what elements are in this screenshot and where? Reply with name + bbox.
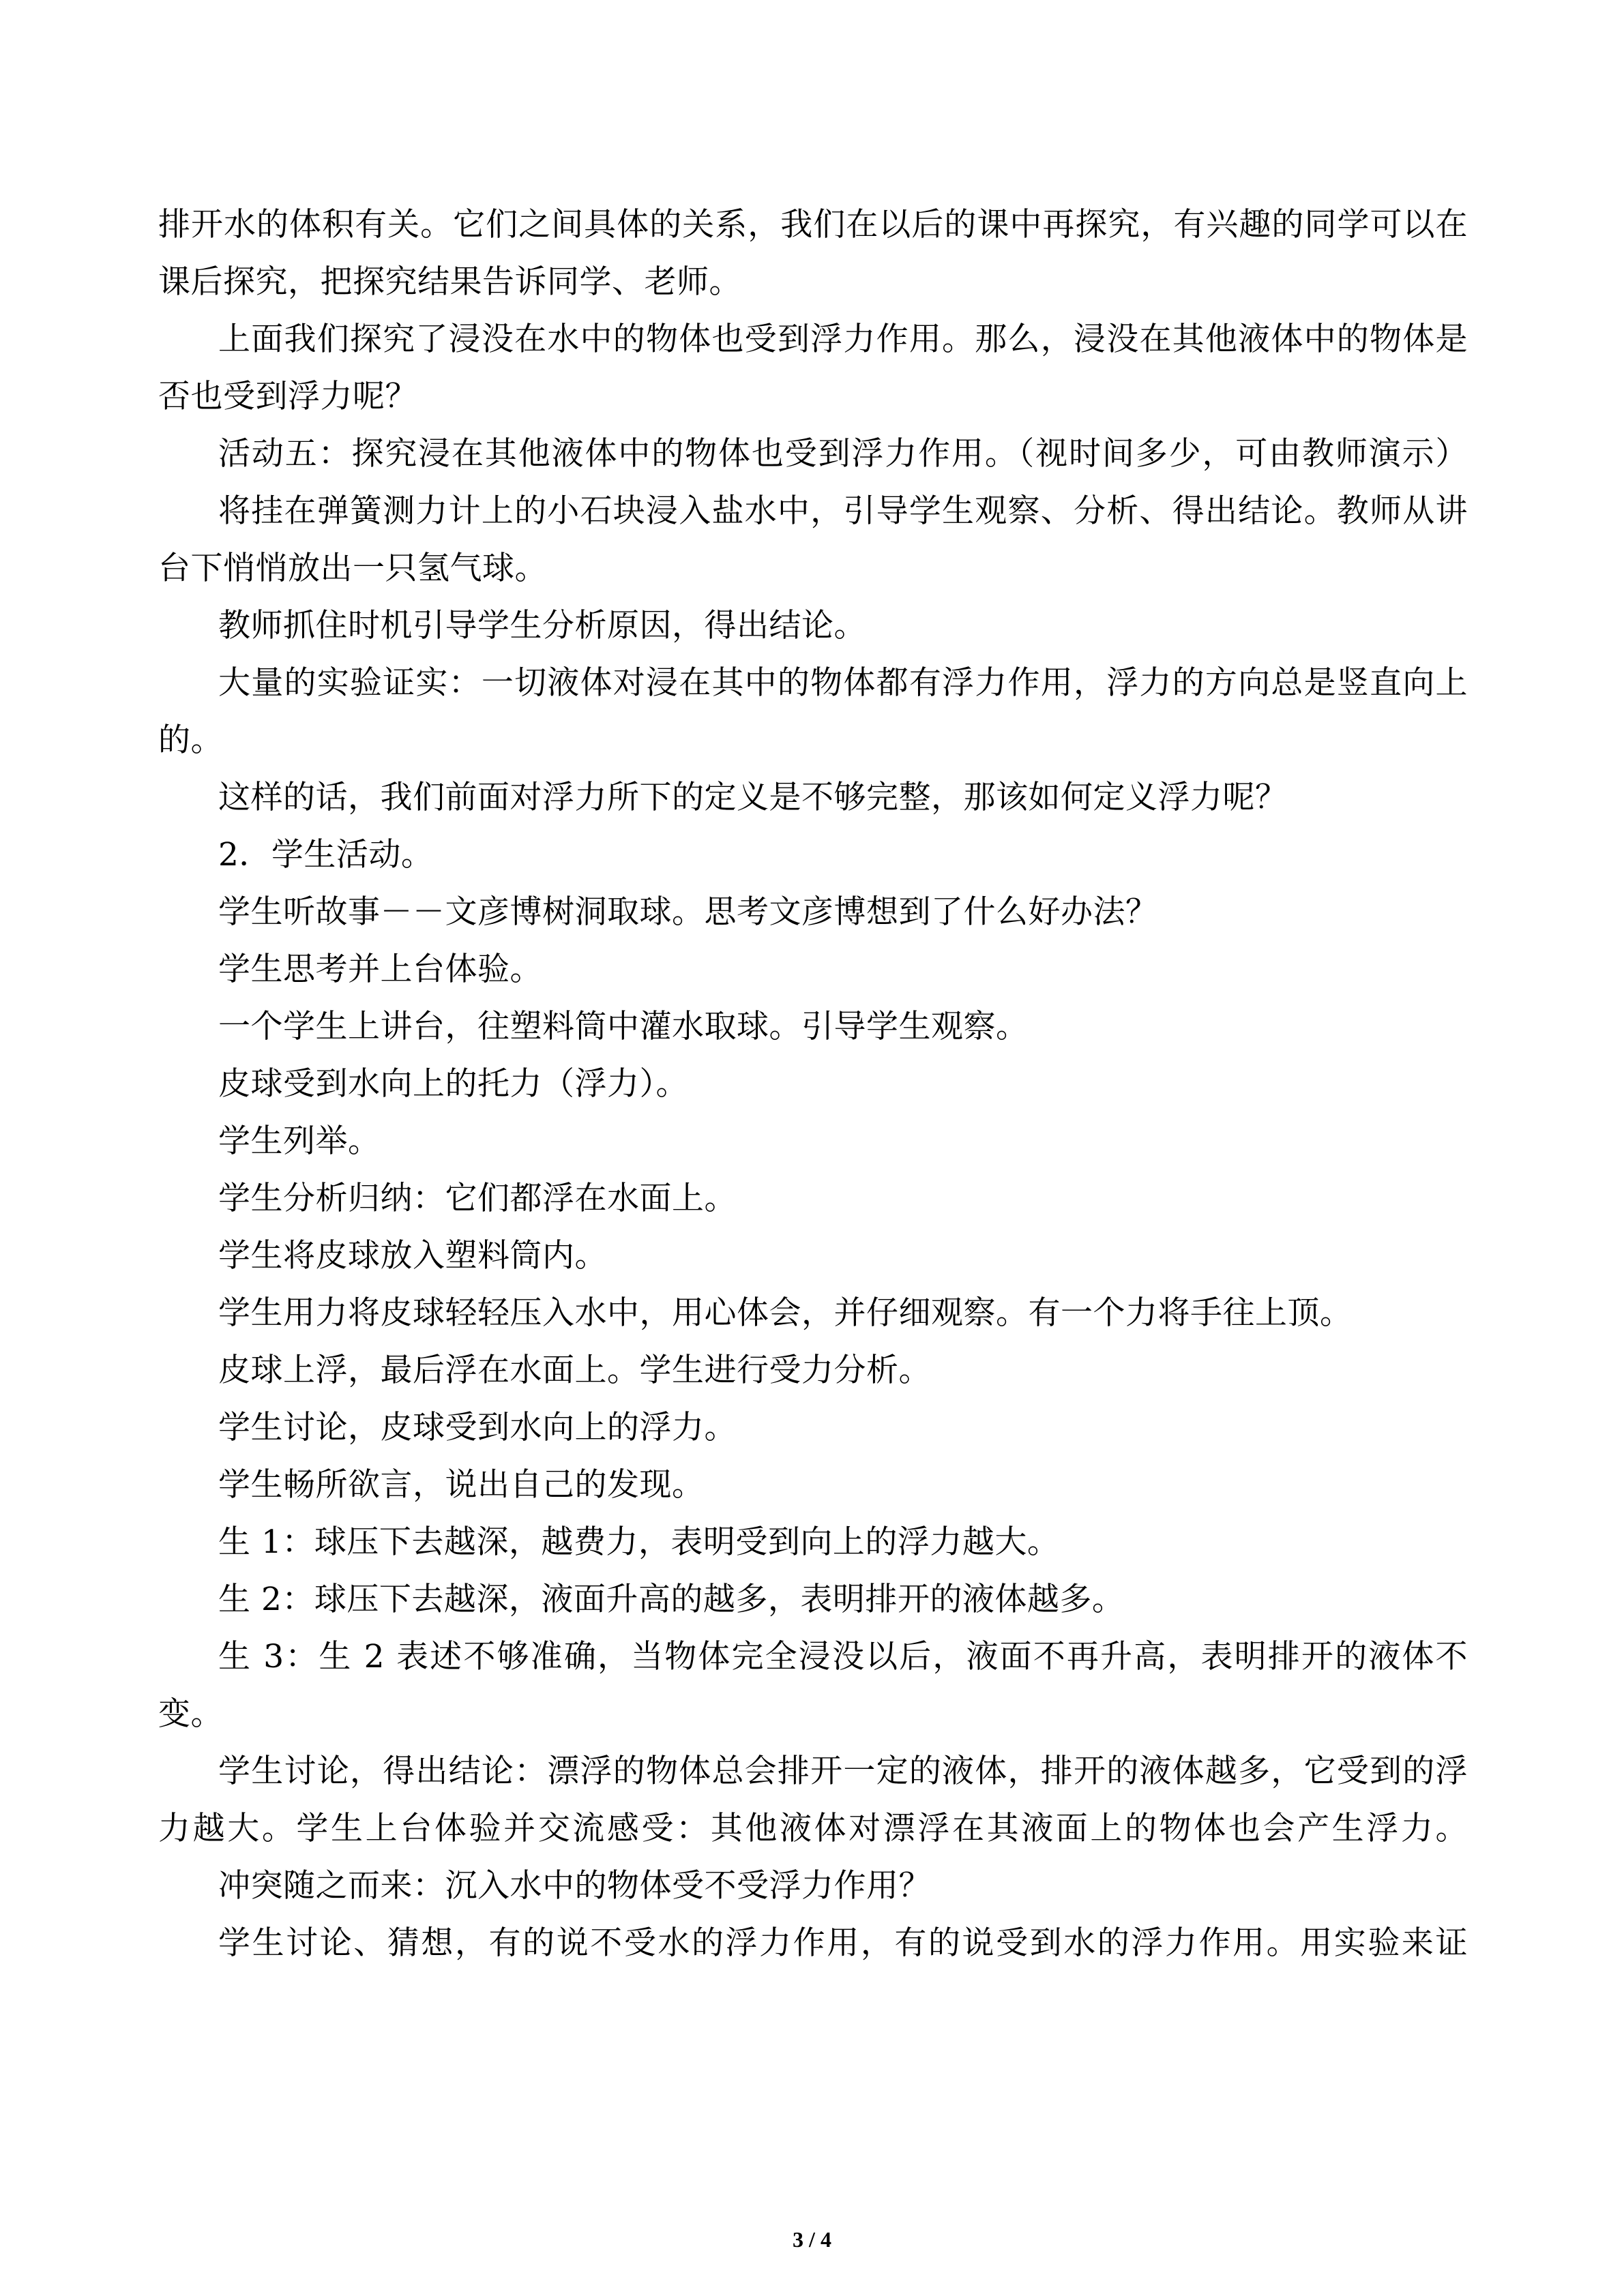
text-line: 课后探究，把探究结果告诉同学、老师。 [158, 263, 741, 301]
text-line: 学生讨论、猜想，有的说不受水的浮力作用，有的说受到水的浮力作用。用实验来证 [218, 1924, 1468, 1962]
text-line: 教师抓住时机引导学生分析原因，得出结论。 [218, 607, 866, 644]
text-line: 将挂在弹簧测力计上的小石块浸入盐水中，引导学生观察、分析、得出结论。教师从讲 [218, 492, 1468, 530]
text-line: 这样的话，我们前面对浮力所下的定义是不够完整，那该如何定义浮力呢？ [218, 779, 1288, 816]
text-line: 学生听故事－－文彦博树洞取球。思考文彦博想到了什么好办法？ [218, 893, 1158, 931]
text-line: 一个学生上讲台，往塑料筒中灌水取球。引导学生观察。 [218, 1008, 1029, 1045]
text-line: 上面我们探究了浸没在水中的物体也受到浮力作用。那么，浸没在其他液体中的物体是 [218, 320, 1468, 358]
text-line: 生 3：生 2 表述不够准确，当物体完全浸没以后，液面不再升高，表明排开的液体不 [218, 1638, 1468, 1675]
text-line: 生 2：球压下去越深，液面升高的越多，表明排开的液体越多。 [218, 1581, 1125, 1618]
text-line: 学生讨论，得出结论：漂浮的物体总会排开一定的液体，排开的液体越多，它受到的浮 [218, 1753, 1468, 1790]
text-line: 活动五：探究浸在其他液体中的物体也受到浮力作用。（视时间多少，可由教师演示） [218, 435, 1468, 473]
text-line: 学生用力将皮球轻轻压入水中，用心体会，并仔细观察。有一个力将手往上顶。 [218, 1294, 1353, 1332]
text-line: 台下悄悄放出一只氢气球。 [158, 550, 547, 587]
text-line: 的。 [158, 721, 223, 759]
page-number: 3 / 4 [793, 2227, 831, 2252]
text-line: 力越大。学生上台体验并交流感受：其他液体对漂浮在其液面上的物体也会产生浮力。 [158, 1810, 1468, 1847]
text-line: 生 1：球压下去越深，越费力，表明受到向上的浮力越大。 [218, 1523, 1060, 1561]
text-line: 否也受到浮力呢？ [158, 378, 417, 415]
text-line: 变。 [158, 1695, 223, 1733]
text-line: 学生思考并上台体验。 [218, 951, 542, 988]
text-line: 学生讨论，皮球受到水向上的浮力。 [218, 1409, 737, 1446]
text-line: 学生列举。 [218, 1122, 381, 1160]
text-line: 学生将皮球放入塑料筒内。 [218, 1237, 607, 1274]
text-line: 学生畅所欲言，说出自己的发现。 [218, 1466, 705, 1504]
text-line: 排开水的体积有关。它们之间具体的关系，我们在以后的课中再探究，有兴趣的同学可以在 [158, 206, 1468, 243]
text-line: 皮球受到水向上的托力（浮力）。 [218, 1065, 688, 1103]
body-text [158, 205, 1468, 1980]
text-line: 冲突随之而来：沉入水中的物体受不受浮力作用？ [218, 1867, 931, 1905]
text-line: 皮球上浮，最后浮在水面上。学生进行受力分析。 [218, 1352, 931, 1389]
text-line: 2．学生活动。 [218, 836, 434, 874]
text-line: 学生分析归纳：它们都浮在水面上。 [218, 1180, 737, 1217]
text-line: 大量的实验证实：一切液体对浸在其中的物体都有浮力作用，浮力的方向总是竖直向上 [218, 664, 1468, 702]
